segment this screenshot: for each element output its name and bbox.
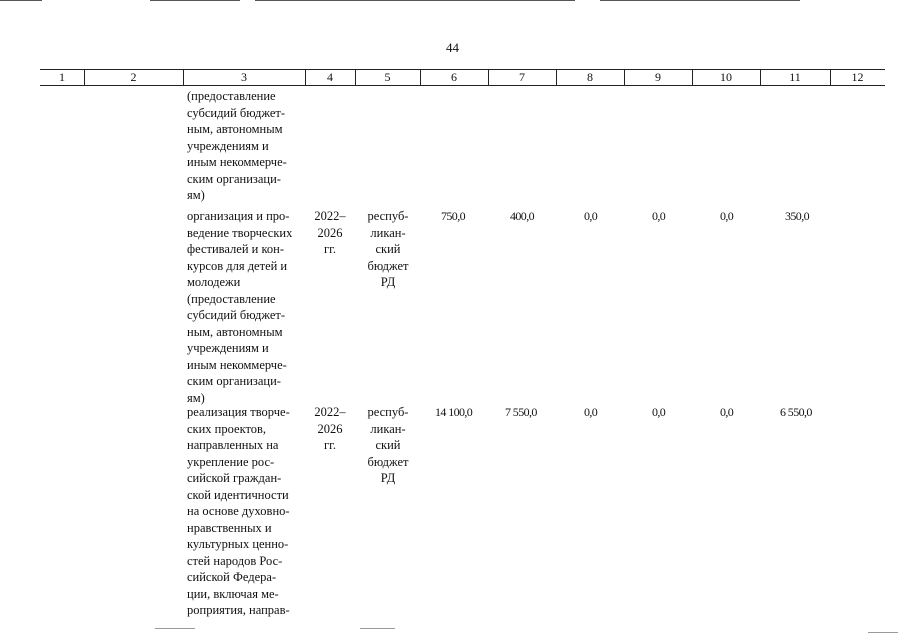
measure-description: организация и про- ведение творческих фестивалей и кон- курсов для детей и молодежи (предоставление субсидий бюджет- ным, автономным учреждениям и иным некоммерче- ским организаци- ям): [187, 209, 293, 405]
scan-edge-mark: [0, 0, 42, 1]
scan-edge-mark: [868, 632, 898, 633]
header-col-10: 10: [720, 70, 732, 84]
value-col-11: 6 550,0: [780, 405, 812, 419]
value-col-10: 0,0: [720, 405, 734, 419]
funding-source: респуб- ликан- ский бюджет РД: [367, 209, 409, 289]
page-number: 44: [446, 40, 459, 55]
header-col-4: 4: [327, 70, 333, 84]
header-col-9: 9: [655, 70, 661, 84]
scan-edge-mark: [150, 0, 240, 1]
value-col-7: 7 550,0: [505, 405, 537, 419]
header-col-2: 2: [130, 70, 137, 84]
value-col-8: 0,0: [584, 209, 598, 223]
value-col-6: 14 100,0: [435, 405, 473, 419]
measure-description: реализация творче- ских проектов, направленных на укрепление рос- сийской граждан- ской идентичности на основе духовно- нравственных и культурных ценно- стей народов Рос- сийской Федера- ции, включая ме- роприятия, направ-: [187, 405, 290, 617]
implementation-period: 2022– 2026 гг.: [314, 209, 346, 256]
scan-edge-mark: [360, 628, 395, 629]
value-col-9: 0,0: [652, 209, 666, 223]
value-col-8: 0,0: [584, 405, 598, 419]
header-col-11: 11: [789, 70, 801, 84]
scan-edge-mark: [255, 0, 575, 1]
funding-source: респуб- ликан- ский бюджет РД: [367, 405, 409, 485]
value-col-11: 350,0: [785, 209, 810, 223]
header-col-8: 8: [587, 70, 593, 84]
header-col-3: 3: [241, 70, 247, 84]
table-header-bottom-rule: [40, 85, 885, 86]
header-col-6: 6: [451, 70, 457, 84]
value-col-7: 400,0: [510, 209, 535, 223]
header-col-5: 5: [384, 70, 391, 84]
header-col-1: 1: [59, 70, 65, 84]
value-col-10: 0,0: [720, 209, 734, 223]
value-col-9: 0,0: [652, 405, 666, 419]
header-col-12: 12: [851, 70, 864, 84]
value-col-6: 750,0: [441, 209, 466, 223]
implementation-period: 2022– 2026 гг.: [314, 405, 346, 452]
header-col-7: 7: [519, 70, 525, 84]
measure-description: (предоставление субсидий бюджет- ным, автономным учреждениям и иным некоммерче- ским организаци- ям): [187, 89, 287, 202]
scan-edge-mark: [600, 0, 800, 1]
scan-edge-mark: [155, 628, 195, 629]
